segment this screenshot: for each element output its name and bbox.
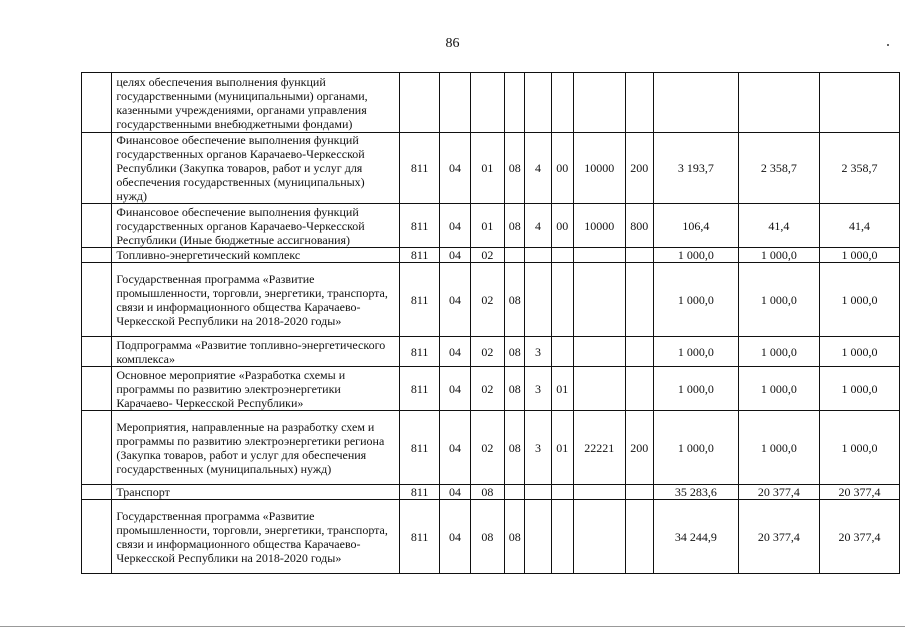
amount-cell: 1 000,0 — [819, 337, 899, 367]
amount-cell: 20 377,4 — [819, 485, 899, 500]
code-cell: 02 — [470, 337, 504, 367]
code-cell: 01 — [551, 367, 573, 411]
code-cell: 08 — [505, 204, 525, 248]
code-cell: 811 — [399, 337, 439, 367]
amount-cell: 2 358,7 — [819, 133, 899, 204]
code-cell: 00 — [551, 204, 573, 248]
blank-cell — [82, 263, 112, 337]
amount-cell: 3 193,7 — [653, 133, 738, 204]
table-row — [82, 204, 900, 248]
code-cell: 811 — [399, 367, 439, 411]
code-cell: 08 — [505, 337, 525, 367]
code-cell: 811 — [399, 485, 439, 500]
code-cell — [525, 500, 551, 574]
code-cell — [573, 367, 625, 411]
code-cell — [525, 485, 551, 500]
amount-cell: 41,4 — [819, 204, 899, 248]
table-row — [82, 500, 900, 574]
code-cell — [470, 73, 504, 133]
code-cell: 08 — [505, 133, 525, 204]
amount-cell: 1 000,0 — [819, 248, 899, 263]
code-cell: 811 — [399, 411, 439, 485]
code-cell — [625, 500, 653, 574]
table-row — [82, 367, 900, 411]
code-cell: 04 — [440, 367, 470, 411]
code-cell — [573, 73, 625, 133]
code-cell: 811 — [399, 248, 439, 263]
code-cell — [625, 248, 653, 263]
code-cell — [625, 367, 653, 411]
code-cell: 04 — [440, 337, 470, 367]
code-cell — [551, 337, 573, 367]
code-cell: 02 — [470, 263, 504, 337]
amount-cell: 1 000,0 — [653, 411, 738, 485]
scan-speck — [887, 44, 889, 46]
amount-cell: 1 000,0 — [653, 337, 738, 367]
table-row — [82, 248, 900, 263]
amount-cell: 34 244,9 — [653, 500, 738, 574]
blank-cell — [82, 337, 112, 367]
code-cell — [551, 73, 573, 133]
code-cell: 04 — [440, 263, 470, 337]
amount-cell — [819, 73, 899, 133]
code-cell: 02 — [470, 411, 504, 485]
code-cell: 3 — [525, 411, 551, 485]
row-description: Государственная программа «Развитие промышленности, торговли, энергетики, транспорта, связи и информационного общества Карачаево-Черкесской Республики на 2018-2020 годы» — [112, 500, 400, 574]
page-number: 86 — [445, 36, 460, 51]
code-cell: 04 — [440, 204, 470, 248]
amount-cell: 41,4 — [738, 204, 819, 248]
blank-cell — [82, 73, 112, 133]
code-cell: 01 — [470, 204, 504, 248]
code-cell — [525, 73, 551, 133]
code-cell: 08 — [505, 367, 525, 411]
amount-cell: 1 000,0 — [738, 411, 819, 485]
code-cell: 811 — [399, 500, 439, 574]
blank-cell — [82, 133, 112, 204]
code-cell — [573, 337, 625, 367]
code-cell: 22221 — [573, 411, 625, 485]
code-cell: 08 — [470, 500, 504, 574]
code-cell — [573, 500, 625, 574]
code-cell: 200 — [625, 133, 653, 204]
amount-cell: 1 000,0 — [738, 367, 819, 411]
code-cell: 04 — [440, 411, 470, 485]
amount-cell — [738, 73, 819, 133]
blank-cell — [82, 485, 112, 500]
table-row — [82, 263, 900, 337]
bottom-rule — [0, 626, 905, 627]
code-cell — [551, 500, 573, 574]
code-cell: 08 — [505, 500, 525, 574]
row-description: Государственная программа «Развитие промышленности, торговли, энергетики, транспорта, связи и информационного общества Карачаево-Черкесской Республики на 2018-2020 годы» — [112, 263, 400, 337]
blank-cell — [82, 204, 112, 248]
code-cell — [573, 248, 625, 263]
code-cell: 08 — [470, 485, 504, 500]
amount-cell: 2 358,7 — [738, 133, 819, 204]
code-cell — [625, 263, 653, 337]
code-cell: 04 — [440, 485, 470, 500]
code-cell: 3 — [525, 337, 551, 367]
amount-cell: 1 000,0 — [653, 367, 738, 411]
code-cell: 08 — [505, 411, 525, 485]
row-description: Финансовое обеспечение выполнения функций государственных органов Карачаево-Черкесской Республики (Иные бюджетные ассигнования) — [112, 204, 400, 248]
code-cell — [505, 248, 525, 263]
amount-cell: 20 377,4 — [738, 485, 819, 500]
amount-cell: 20 377,4 — [738, 500, 819, 574]
table-row — [82, 133, 900, 204]
blank-cell — [82, 248, 112, 263]
code-cell: 800 — [625, 204, 653, 248]
code-cell: 200 — [625, 411, 653, 485]
code-cell: 04 — [440, 133, 470, 204]
row-description: Мероприятия, направленные на разработку схем и программы по развитию электроэнергетики региона (Закупка товаров, работ и услуг для обеспечения государственных (муниципальных) нужд) — [112, 411, 400, 485]
code-cell: 10000 — [573, 133, 625, 204]
row-description: Основное мероприятие «Разработка схемы и программы по развитию электроэнергетики Карачаево- Черкесской Республики» — [112, 367, 400, 411]
amount-cell: 35 283,6 — [653, 485, 738, 500]
amount-cell — [653, 73, 738, 133]
amount-cell: 1 000,0 — [738, 337, 819, 367]
code-cell: 4 — [525, 133, 551, 204]
code-cell — [525, 263, 551, 337]
row-description: Транспорт — [112, 485, 400, 500]
code-cell — [573, 485, 625, 500]
code-cell — [625, 337, 653, 367]
amount-cell: 20 377,4 — [819, 500, 899, 574]
code-cell: 00 — [551, 133, 573, 204]
code-cell — [573, 263, 625, 337]
budget-table — [81, 72, 900, 574]
code-cell — [440, 73, 470, 133]
code-cell: 01 — [551, 411, 573, 485]
amount-cell: 1 000,0 — [819, 367, 899, 411]
row-description: целях обеспечения выполнения функций государственными (муниципальными) органами, казенными учреждениями, органами управления государственными внебюджетными фондами) — [112, 73, 400, 133]
amount-cell: 1 000,0 — [653, 263, 738, 337]
amount-cell: 1 000,0 — [819, 263, 899, 337]
code-cell: 02 — [470, 248, 504, 263]
code-cell — [399, 73, 439, 133]
code-cell — [625, 73, 653, 133]
code-cell: 01 — [470, 133, 504, 204]
code-cell: 10000 — [573, 204, 625, 248]
code-cell: 04 — [440, 248, 470, 263]
code-cell: 08 — [505, 263, 525, 337]
amount-cell: 1 000,0 — [819, 411, 899, 485]
code-cell — [505, 485, 525, 500]
amount-cell: 1 000,0 — [653, 248, 738, 263]
table-row — [82, 337, 900, 367]
code-cell — [505, 73, 525, 133]
row-description: Подпрограмма «Развитие топливно-энергетического комплекса» — [112, 337, 400, 367]
amount-cell: 106,4 — [653, 204, 738, 248]
code-cell: 811 — [399, 133, 439, 204]
amount-cell: 1 000,0 — [738, 248, 819, 263]
code-cell — [551, 248, 573, 263]
blank-cell — [82, 500, 112, 574]
code-cell — [551, 263, 573, 337]
table-row — [82, 411, 900, 485]
code-cell: 04 — [440, 500, 470, 574]
blank-cell — [82, 367, 112, 411]
code-cell — [525, 248, 551, 263]
code-cell: 811 — [399, 204, 439, 248]
blank-cell — [82, 411, 112, 485]
code-cell: 02 — [470, 367, 504, 411]
code-cell: 811 — [399, 263, 439, 337]
code-cell: 3 — [525, 367, 551, 411]
code-cell — [625, 485, 653, 500]
code-cell — [551, 485, 573, 500]
row-description: Финансовое обеспечение выполнения функций государственных органов Карачаево-Черкесской Республики (Закупка товаров, работ и услуг для обеспечения государственных (муниципальных) нужд) — [112, 133, 400, 204]
amount-cell: 1 000,0 — [738, 263, 819, 337]
table-row — [82, 73, 900, 133]
table-row — [82, 485, 900, 500]
code-cell: 4 — [525, 204, 551, 248]
row-description: Топливно-энергетический комплекс — [112, 248, 400, 263]
